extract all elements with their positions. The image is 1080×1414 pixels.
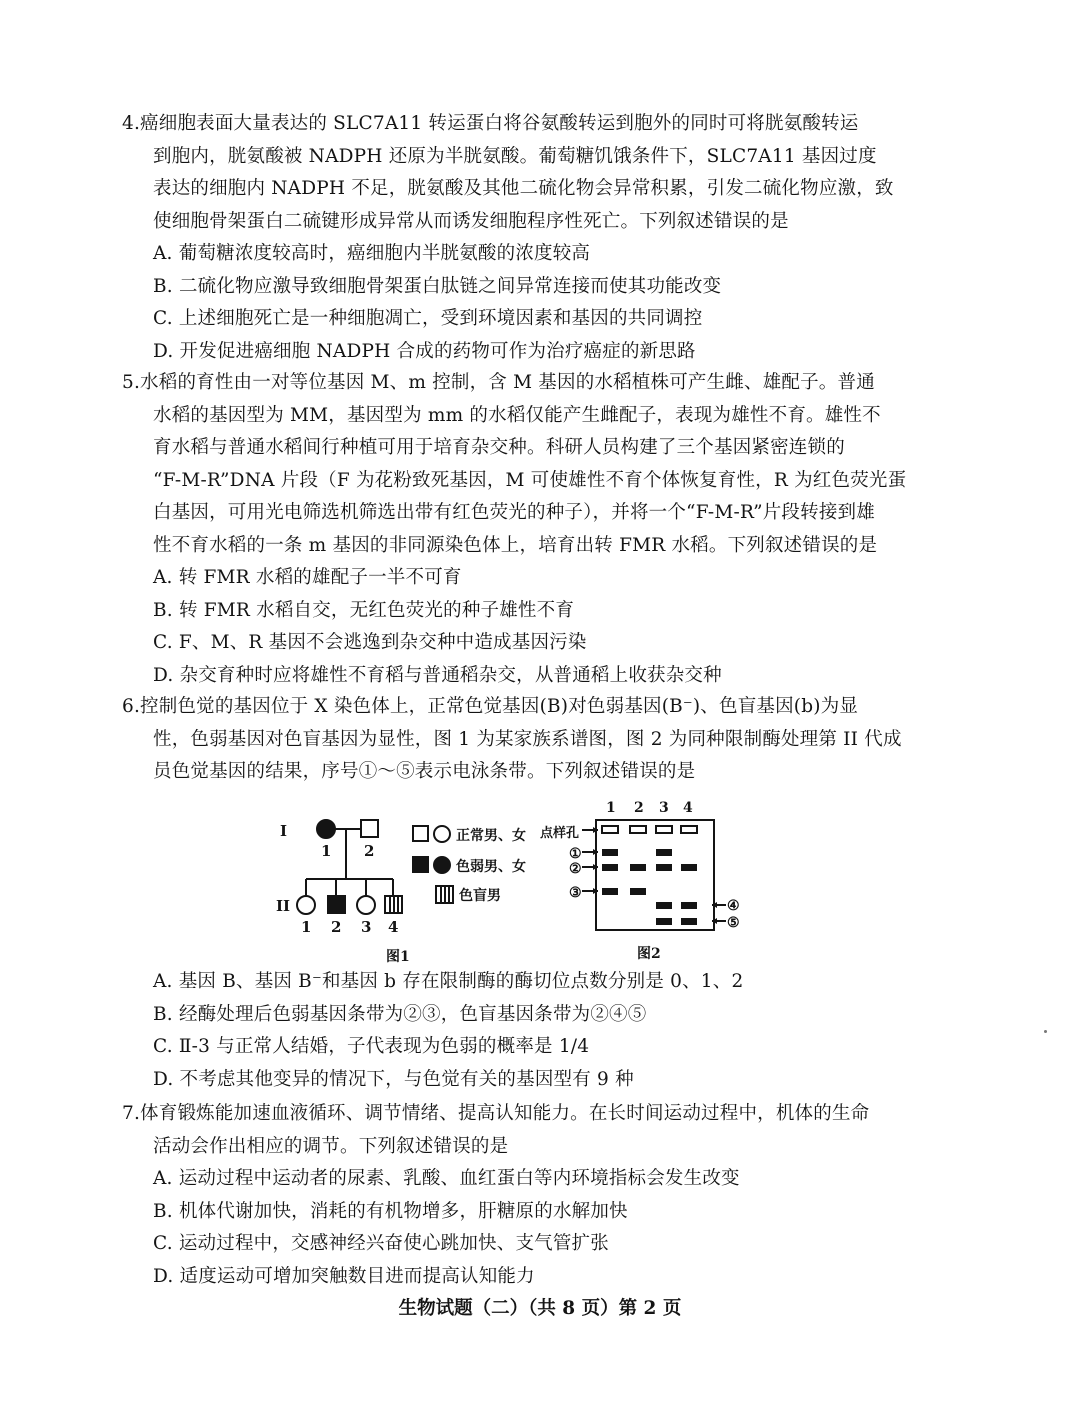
q5-stem-line: 水稻的基因型为 MM，基因型为 mm 的水稻仅能产生雌配子，表现为雄性不育。雄性不 [153, 404, 881, 426]
ii3-normal-female-symbol [357, 896, 375, 914]
q4-option-d: D. 开发促进癌细胞 NADPH 合成的药物可作为治疗癌症的新思路 [153, 340, 696, 362]
figure-1-pedigree [270, 806, 560, 966]
gel-outline [596, 820, 714, 930]
q5-stem-line: 育水稻与普通水稻间行种植可用于培育杂交种。科研人员构建了三个基因紧密连锁的 [153, 437, 845, 458]
well-label: 点样孔 [540, 826, 580, 841]
q7-option-a: A. 运动过程中运动者的尿素、乳酸、血红蛋白等内环境指标会发生改变 [153, 1168, 740, 1189]
q5-option-a: A. 转 FMR 水稻的雄配子一半不可育 [153, 567, 462, 588]
question-5-stem [122, 367, 907, 562]
band-lane3-5 [656, 918, 672, 925]
legend-weak-male-symbol [413, 857, 428, 872]
band-label-1: ① [569, 846, 582, 862]
band-lane2-2 [630, 864, 646, 871]
legend-weak-female-symbol [434, 857, 450, 873]
q6-option-c: C. Ⅱ-3 与正常人结婚，子代表现为色弱的概率是 1/4 [153, 1036, 590, 1057]
question-5 [122, 367, 907, 692]
band-lane1-3 [602, 888, 618, 895]
q4-stem-line: 使细胞骨架蛋白二硫键形成异常从而诱发细胞程序性死亡。下列叙述错误的是 [153, 210, 789, 232]
page-footer: 生物试题（二）（共 8 页）第 2 页 [398, 1298, 682, 1319]
figure-1-caption: 图1 [386, 949, 410, 965]
ii2-weak-male-symbol [328, 896, 345, 913]
legend-colorblind-label: 色盲男 [459, 888, 501, 904]
q4-stem-line: 到胞内，胱氨酸被 NADPH 还原为半胱氨酸。葡萄糖饥饿条件下，SLC7A11 基因过度 [153, 145, 877, 167]
question-6 [122, 691, 902, 789]
q4-option-a: A. 葡萄糖浓度较高时，癌细胞内半胱氨酸的浓度较高 [153, 243, 591, 264]
q4-option-c: C. 上述细胞死亡是一种细胞凋亡，受到环境因素和基因的共同调控 [153, 308, 703, 329]
generation-ii-label: II [276, 897, 291, 915]
legend-normal-male-symbol [413, 826, 428, 841]
band-lane3-2 [656, 864, 672, 871]
q5-stem-line: 性不育水稻的一条 m 基因的非同源染色体上，培育出转 FMR 水稻。下列叙述错误的是 [153, 534, 878, 556]
question-6-stem [122, 691, 902, 789]
q7-option-c: C. 运动过程中，交感神经兴奋使心跳加快、支气管扩张 [153, 1233, 609, 1254]
q5-stem-line: “F-M-R”DNA 片段（F 为花粉致死基因，M 可使雄性不育个体恢复育性，R 为红色荧光蛋 [153, 469, 907, 491]
q6-stem-line: 6.控制色觉的基因位于 X 染色体上，正常色觉基因(B)对色弱基因(B⁻)、色盲基因(b)为显 [122, 696, 859, 717]
q7-option-d: D. 适度运动可增加突触数目进而提高认知能力 [153, 1265, 535, 1287]
band-lane3-4 [656, 902, 672, 909]
q4-stem-line: 表达的细胞内 NADPH 不足，胱氨酸及其他二硫化物会异常积累，引发二硫化物应激，致 [153, 178, 894, 199]
band-lane2-3 [630, 888, 646, 895]
q6-option-d: D. 不考虑其他变异的情况下，与色觉有关的基因型有 9 种 [153, 1068, 634, 1090]
q7-stem-line: 7.体育锻炼能加速血液循环、调节情绪、提高认知能力。在长时间运动过程中，机体的生命 [122, 1103, 870, 1124]
band-label-2: ② [569, 861, 582, 877]
generation-i-label: I [280, 822, 288, 840]
band-label-3: ③ [569, 885, 582, 901]
well-lane-2 [630, 826, 646, 833]
ii3-number: 3 [361, 918, 372, 936]
legend-weak-label: 色弱男、女 [456, 859, 526, 875]
ii2-number: 2 [331, 918, 342, 936]
question-4-stem [122, 108, 902, 238]
i1-number: 1 [321, 842, 332, 860]
i2-number: 2 [364, 842, 375, 860]
i2-normal-male-symbol [361, 820, 378, 837]
q6-option-b: B. 经酶处理后色弱基因条带为②③，色盲基因条带为②④⑤ [153, 1003, 647, 1025]
lane-4-number: 4 [683, 800, 693, 816]
band-lane4-5 [681, 918, 697, 925]
q4-stem-line: 4.癌细胞表面大量表达的 SLC7A11 转运蛋白将谷氨酸转运到胞外的同时可将胱氨酸转运 [122, 113, 859, 134]
well-lane-1 [602, 826, 618, 833]
q5-stem-line: 白基因，可用光电筛选机筛选出带有红色荧光的种子），并将一个“F-M-R”片段转接到雄 [153, 502, 875, 523]
q6-option-a: A. 基因 B、基因 B⁻和基因 b 存在限制酶的酶切位点数分别是 0、1、2 [153, 971, 744, 992]
question-7 [122, 1098, 902, 1293]
q7-option-b: B. 机体代谢加快，消耗的有机物增多，肝糖原的水解加快 [153, 1200, 628, 1222]
lane-2-number: 2 [634, 800, 644, 816]
q5-option-b: B. 转 FMR 水稻自交，无红色荧光的种子雄性不育 [153, 599, 575, 621]
question-4 [122, 108, 902, 368]
scan-speck [1044, 1030, 1047, 1033]
band-lane1-2 [602, 864, 618, 871]
legend-normal-female-symbol [434, 826, 450, 842]
ii1-number: 1 [301, 918, 312, 936]
ii1-normal-female-symbol [297, 896, 315, 914]
question-6-options [122, 966, 902, 1096]
q4-option-b: B. 二硫化物应激导致细胞骨架蛋白肽链之间异常连接而使其功能改变 [153, 275, 722, 297]
figure-2-electrophoresis [540, 796, 760, 966]
q5-option-d: D. 杂交育种时应将雄性不育稻与普通稻杂交，从普通稻上收获杂交种 [153, 664, 722, 686]
band-label-5: ⑤ [727, 915, 740, 931]
band-lane4-2 [681, 864, 697, 871]
band-lane3-1 [656, 849, 672, 856]
ii4-number: 4 [388, 918, 399, 936]
q5-option-c: C. F、M、R 基因不会逃逸到杂交种中造成基因污染 [153, 632, 587, 653]
well-lane-4 [681, 826, 697, 833]
figure-2-caption: 图2 [637, 946, 661, 962]
lane-3-number: 3 [659, 800, 669, 816]
lane-1-number: 1 [606, 800, 616, 816]
i1-affected-female-symbol [317, 820, 335, 838]
q6-stem-line: 性，色弱基因对色盲基因为显性，图 1 为某家族系谱图，图 2 为同种限制酶处理第 II 代成 [153, 728, 902, 750]
q6-stem-line: 员色觉基因的结果，序号①～⑤表示电泳条带。下列叙述错误的是 [153, 761, 696, 782]
well-lane-3 [656, 826, 672, 833]
q5-stem-line: 5.水稻的育性由一对等位基因 M、m 控制，含 M 基因的水稻植株可产生雌、雄配子。普通 [122, 372, 875, 393]
question-7-stem [122, 1098, 902, 1163]
band-label-4: ④ [727, 898, 740, 914]
band-lane4-4 [681, 902, 697, 909]
legend-normal-label: 正常男、女 [456, 828, 526, 844]
q7-stem-line: 活动会作出相应的调节。下列叙述错误的是 [153, 1135, 509, 1157]
band-lane1-1 [602, 849, 618, 856]
